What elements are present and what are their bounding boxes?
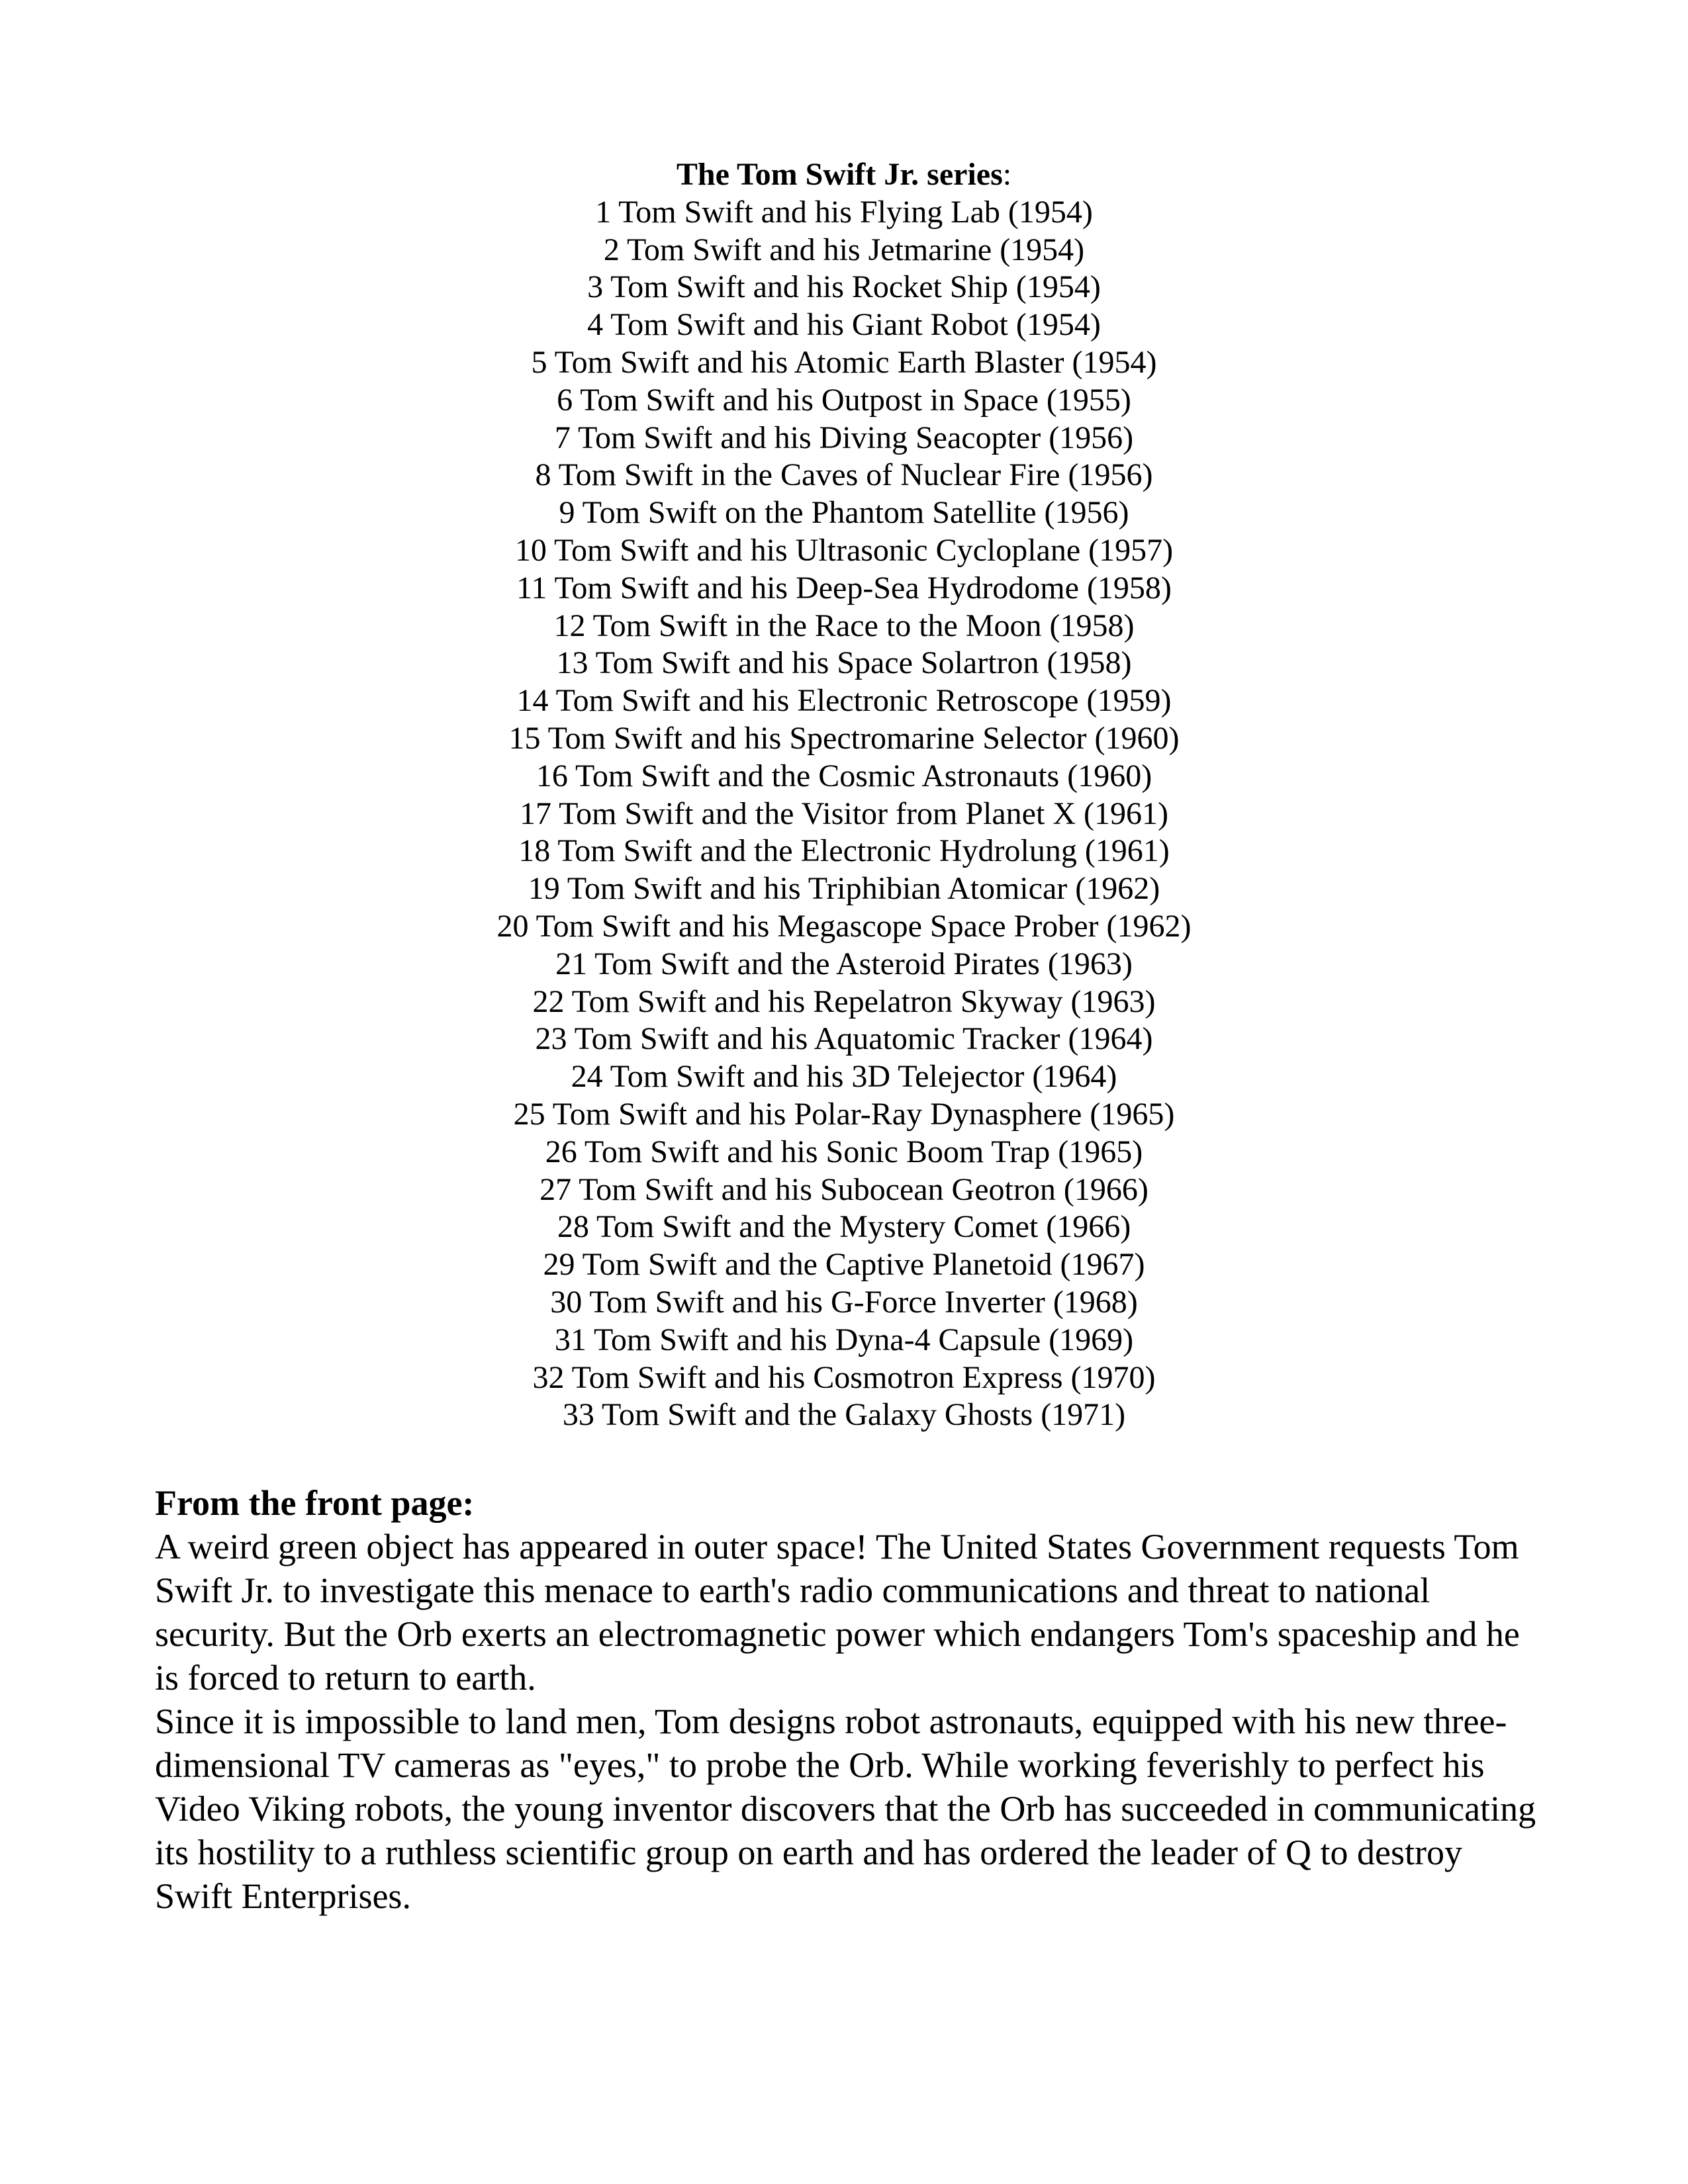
series-heading-colon: : (1002, 157, 1012, 192)
book-list-item: 2 Tom Swift and his Jetmarine (1954) (603, 232, 1085, 267)
book-list-item: 6 Tom Swift and his Outpost in Space (1955) (557, 382, 1131, 418)
book-list-item: 10 Tom Swift and his Ultrasonic Cycloplane (1957) (514, 532, 1174, 568)
book-list-item: 30 Tom Swift and his G-Force Inverter (1968) (550, 1284, 1138, 1320)
book-list-item: 27 Tom Swift and his Subocean Geotron (1966) (539, 1171, 1149, 1207)
series-heading (0, 156, 1688, 194)
book-list-item: 1 Tom Swift and his Flying Lab (1954) (595, 194, 1093, 230)
book-list-item: 15 Tom Swift and his Spectromarine Selector (1960) (508, 720, 1180, 756)
book-list-item: 29 Tom Swift and the Captive Planetoid (1967) (543, 1247, 1145, 1283)
book-list-item: 28 Tom Swift and the Mystery Comet (1966) (557, 1209, 1131, 1245)
book-list-item: 12 Tom Swift in the Race to the Moon (1958) (553, 608, 1135, 643)
book-list-item: 3 Tom Swift and his Rocket Ship (1954) (587, 269, 1101, 305)
book-list-item: 22 Tom Swift and his Repelatron Skyway (1963) (532, 983, 1156, 1019)
book-list-item: 17 Tom Swift and the Visitor from Planet X (1961) (520, 796, 1168, 831)
book-list-item: 18 Tom Swift and the Electronic Hydrolung (1961) (518, 833, 1170, 869)
book-list-item: 33 Tom Swift and the Galaxy Ghosts (1971) (562, 1397, 1126, 1433)
book-list-item: 23 Tom Swift and his Aquatomic Tracker (1964) (535, 1021, 1153, 1057)
book-list-item: 16 Tom Swift and the Cosmic Astronauts (1960) (536, 758, 1152, 794)
book-list-item: 5 Tom Swift and his Atomic Earth Blaster (1954) (531, 344, 1157, 380)
series-section (0, 156, 1688, 1434)
front-page-paragraph-1: A weird green object has appeared in outer space! The United States Government requests Tom Swift Jr. to investigate this menace to earth's radio communications and threat to national security. But the Orb exerts an electromagnetic power which endangers Tom's spaceship and he is forced to return to earth. (155, 1527, 1520, 1698)
book-list-item: 31 Tom Swift and his Dyna-4 Capsule (1969) (554, 1322, 1134, 1357)
book-list-item: 19 Tom Swift and his Triphibian Atomicar (1962) (528, 871, 1160, 907)
book-list-item: 21 Tom Swift and the Asteroid Pirates (1963) (555, 946, 1133, 981)
book-list-item: 7 Tom Swift and his Diving Seacopter (1956) (554, 420, 1134, 455)
series-heading-title: The Tom Swift Jr. series (676, 157, 1003, 192)
book-list-item: 13 Tom Swift and his Space Solartron (1958) (556, 645, 1132, 681)
book-list-item: 26 Tom Swift and his Sonic Boom Trap (1965) (545, 1134, 1143, 1169)
book-list-item: 14 Tom Swift and his Electronic Retroscope (1959) (516, 683, 1172, 719)
book-list-item: 24 Tom Swift and his 3D Telejector (1964) (571, 1059, 1117, 1095)
front-page-section (155, 1481, 1545, 1918)
book-list-item: 9 Tom Swift on the Phantom Satellite (1956) (559, 495, 1129, 531)
book-list-item: 4 Tom Swift and his Giant Robot (1954) (587, 307, 1101, 343)
front-page-heading: From the front page: (155, 1483, 475, 1523)
book-list-item: 32 Tom Swift and his Cosmotron Express (1970) (532, 1359, 1156, 1395)
series-book-list (0, 194, 1688, 1434)
book-list-item: 25 Tom Swift and his Polar-Ray Dynasphere (1965) (513, 1096, 1175, 1132)
book-list-item: 8 Tom Swift in the Caves of Nuclear Fire (1956) (535, 457, 1153, 493)
book-list-item: 11 Tom Swift and his Deep-Sea Hydrodome (1958) (516, 570, 1172, 606)
book-list-item: 20 Tom Swift and his Megascope Space Prober (1962) (496, 908, 1192, 944)
front-page-paragraph-2: Since it is impossible to land men, Tom designs robot astronauts, equipped with his new three-dimensional TV cameras as "eyes," to probe the Orb. While working feverishly to perfect his Video Viking robots, the young inventor discovers that the Orb has succeeded in communicating its hostility to a ruthless scientific group on earth and has ordered the leader of Q to destroy Swift Enterprises. (155, 1702, 1536, 1916)
